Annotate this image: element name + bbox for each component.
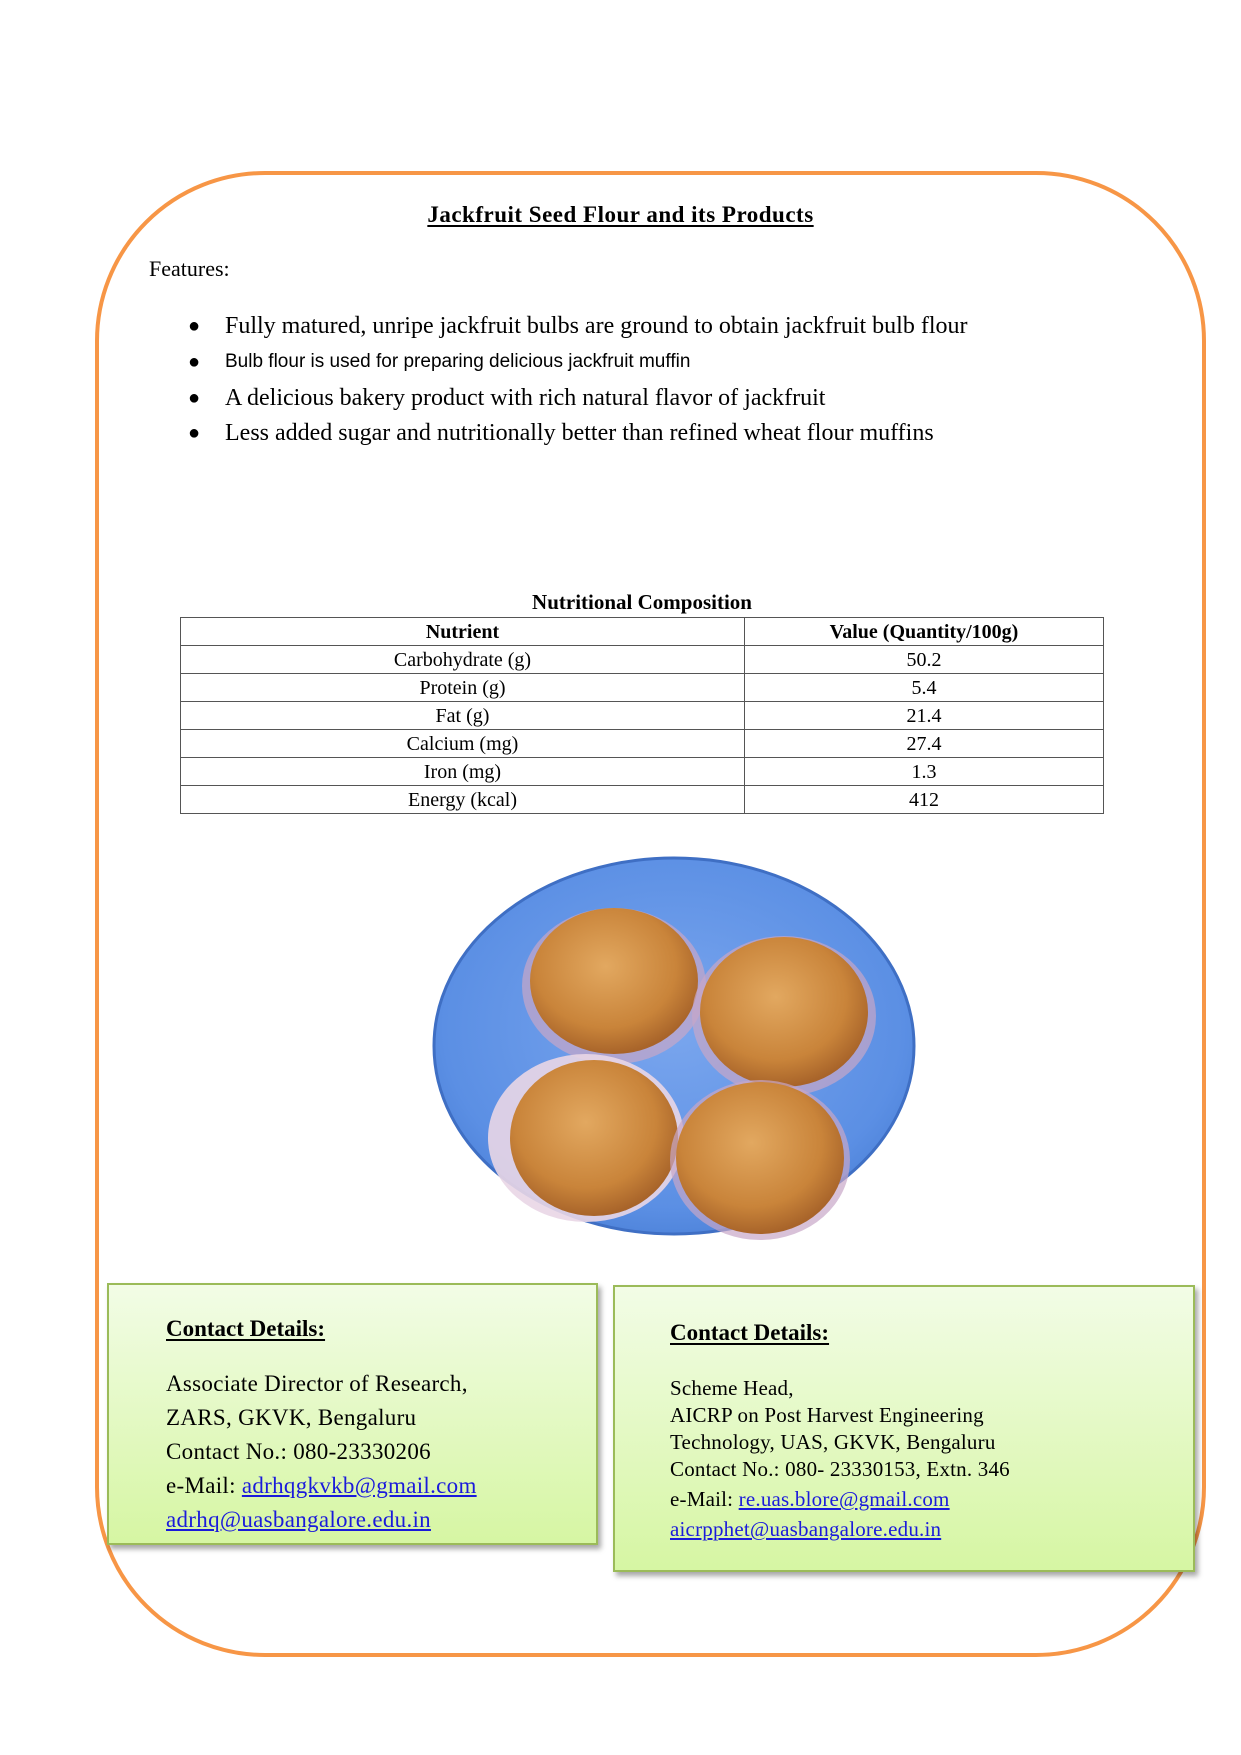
contact-phone: Contact No.: 080-23330206: [166, 1439, 431, 1464]
page-title: [0, 202, 1241, 228]
muffin: [692, 936, 876, 1096]
email-label: e-Mail:: [670, 1487, 739, 1511]
table-row: [181, 702, 1104, 730]
value-cell: 27.4: [745, 730, 1104, 758]
bullet-icon: ●: [188, 351, 201, 373]
header-nutrient: Nutrient: [181, 618, 745, 646]
nutrient-cell: Carbohydrate (g): [181, 646, 745, 674]
feature-item: ● Less added sugar and nutritionally better than refined wheat flour muffins: [180, 417, 985, 449]
muffin-photo: [428, 848, 920, 1240]
bullet-icon: ●: [188, 387, 201, 409]
contact-heading: Contact Details:: [166, 1316, 326, 1341]
bullet-icon: ●: [188, 422, 201, 444]
contact-box-aicrp: [613, 1285, 1195, 1572]
email-line: [166, 1469, 477, 1503]
contact-heading: Contact Details:: [670, 1320, 830, 1345]
email-link[interactable]: re.uas.blore@gmail.com: [738, 1487, 950, 1511]
value-cell: 50.2: [745, 646, 1104, 674]
contact-phone: Contact No.: 080- 23330153, Extn. 346: [670, 1457, 1010, 1481]
muffin-plate-illustration: [428, 848, 920, 1240]
email-link[interactable]: aicrpphet@uasbangalore.edu.in: [670, 1517, 942, 1541]
table-row: [181, 674, 1104, 702]
table-title: Nutritional Composition: [532, 590, 752, 614]
table-row: [181, 646, 1104, 674]
feature-item: ● Bulb flour is used for preparing delicious jackfruit muffin: [180, 345, 1100, 379]
email-line: [166, 1503, 477, 1537]
email-label: e-Mail:: [166, 1473, 242, 1498]
contact-line: ZARS, GKVK, Bengaluru: [166, 1405, 417, 1430]
feature-item: ● A delicious bakery product with rich natural flavor of jackfruit: [180, 382, 1100, 414]
value-cell: 5.4: [745, 674, 1104, 702]
contact-line: Scheme Head,: [670, 1376, 794, 1400]
nutrition-table: [180, 617, 1104, 814]
features-label: Features:: [149, 256, 230, 281]
table-row: [181, 758, 1104, 786]
table-row: [181, 730, 1104, 758]
contact-line: Technology, UAS, GKVK, Bengaluru: [670, 1430, 996, 1454]
table-row: [181, 786, 1104, 814]
nutrient-cell: Fat (g): [181, 702, 745, 730]
email-line: [670, 1516, 1010, 1543]
header-value: Value (Quantity/100g): [745, 618, 1104, 646]
muffin: [488, 1054, 684, 1222]
muffin: [670, 1080, 850, 1240]
features-list: [180, 310, 1100, 452]
feature-item: ● Fully matured, unripe jackfruit bulbs are ground to obtain jackfruit bulb flour: [180, 310, 1100, 342]
nutrient-cell: Iron (mg): [181, 758, 745, 786]
contact-line: Associate Director of Research,: [166, 1371, 468, 1396]
page-title-text: Jackfruit Seed Flour and its Products: [427, 202, 814, 227]
table-header-row: [181, 618, 1104, 646]
email-link[interactable]: adrhqgkvkb@gmail.com: [241, 1473, 477, 1498]
value-cell: 21.4: [745, 702, 1104, 730]
nutrient-cell: Protein (g): [181, 674, 745, 702]
email-link[interactable]: adrhq@uasbangalore.edu.in: [166, 1507, 431, 1532]
nutrient-cell: Calcium (mg): [181, 730, 745, 758]
email-line: [670, 1486, 1010, 1513]
value-cell: 1.3: [745, 758, 1104, 786]
contact-lines: [670, 1375, 1010, 1543]
contact-line: AICRP on Post Harvest Engineering: [670, 1403, 984, 1427]
muffin: [522, 908, 706, 1064]
contact-lines: [166, 1367, 477, 1537]
nutrient-cell: Energy (kcal): [181, 786, 745, 814]
bullet-icon: ●: [188, 315, 201, 337]
contact-box-adr: [107, 1283, 598, 1545]
value-cell: 412: [745, 786, 1104, 814]
